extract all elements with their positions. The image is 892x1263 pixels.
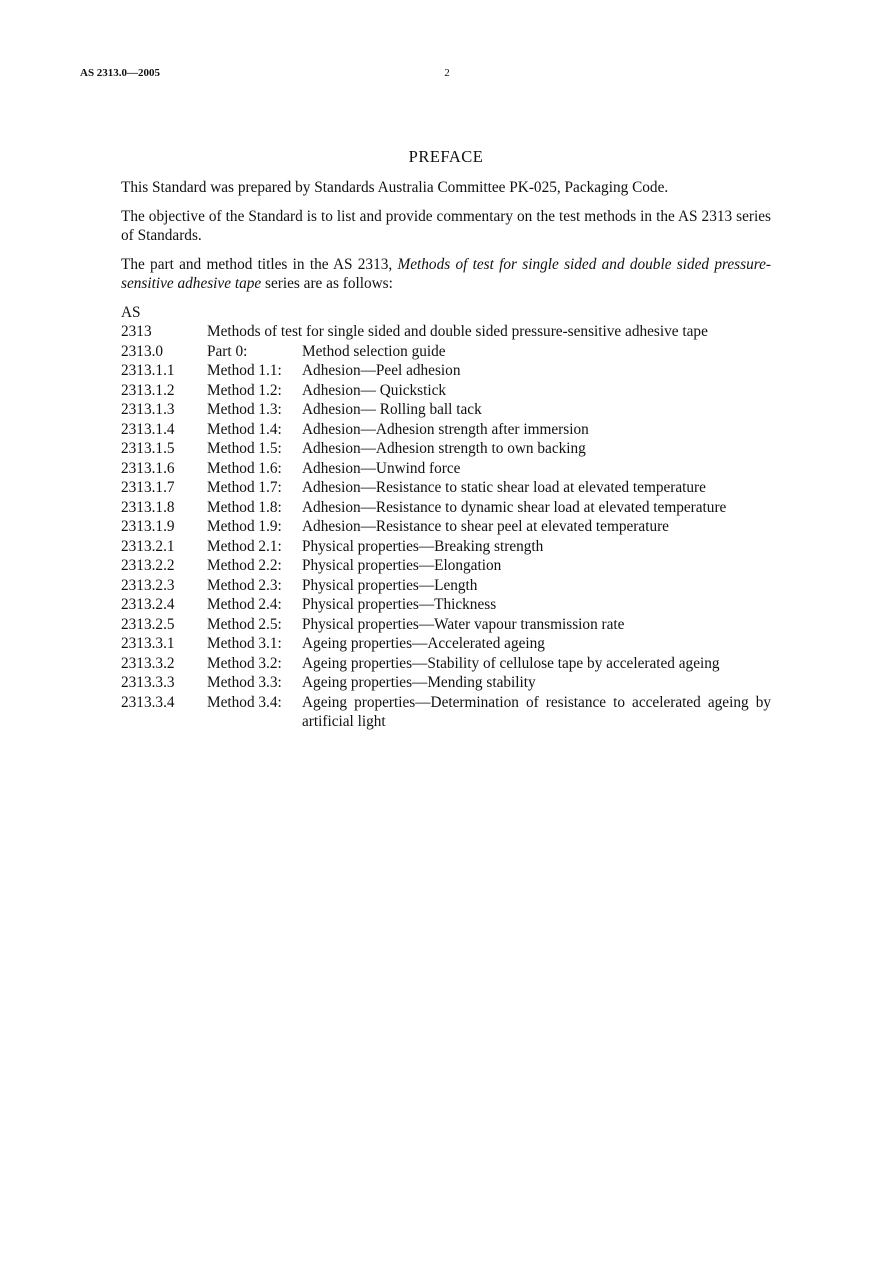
standard-number: 2313.1.3 xyxy=(121,401,175,418)
method-title: Physical properties—Length xyxy=(302,576,478,594)
method-title: Ageing properties—Determination of resistance to accelerated ageing by artificial light xyxy=(302,693,771,730)
method-title: Physical properties—Thickness xyxy=(302,596,497,613)
series-row xyxy=(121,537,771,557)
preface-section xyxy=(121,146,771,732)
series-list xyxy=(121,303,771,732)
document-identifier: AS 2313.0—2005 xyxy=(80,67,161,79)
method-label: Method 1.7: xyxy=(207,479,282,496)
method-label: Method 2.2: xyxy=(207,557,282,574)
method-label: Method 3.3: xyxy=(207,674,282,691)
method-title: Adhesion—Resistance to dynamic shear load at elevated temperature xyxy=(302,498,727,516)
method-label: Method 2.5: xyxy=(207,615,282,633)
method-title: Physical properties—Elongation xyxy=(302,557,502,574)
method-label: Part 0: xyxy=(207,342,248,360)
preface-heading: PREFACE xyxy=(408,147,484,166)
standard-number: 2313.2.5 xyxy=(121,615,175,633)
standard-number: 2313.3.3 xyxy=(121,674,175,691)
preface-paragraph-objective: The objective of the Standard is to list and provide commentary on the test methods in the AS 2313 series of Standards. xyxy=(121,207,771,244)
method-title: Ageing properties—Mending stability xyxy=(302,674,536,691)
preface-paragraph-committee: This Standard was prepared by Standards Australia Committee PK-025, Packaging Code. xyxy=(121,179,669,196)
series-root-title: Methods of test for single sided and double sided pressure-sensitive adhesive tape xyxy=(207,323,708,340)
series-intro-lead: The part and method titles in the AS 2313, xyxy=(121,255,398,273)
standard-number: 2313.1.4 xyxy=(121,420,175,438)
standard-number: 2313.1.6 xyxy=(121,459,175,477)
standard-number: 2313.1.8 xyxy=(121,498,175,516)
method-label: Method 2.3: xyxy=(207,576,282,594)
standard-number: 2313.0 xyxy=(121,342,164,360)
standard-number: 2313.1.7 xyxy=(121,479,175,496)
standard-number: 2313.1.9 xyxy=(121,518,175,535)
series-row xyxy=(121,693,771,732)
series-row xyxy=(121,420,771,440)
series-row xyxy=(121,654,771,674)
series-row xyxy=(121,576,771,596)
running-header xyxy=(80,67,815,83)
standard-number: 2313.2.4 xyxy=(121,596,175,613)
series-title-italic: Methods of test for single sided and double sided pressure-sensitive adhesive tape xyxy=(121,255,771,292)
preface-paragraph-series-intro xyxy=(121,255,771,294)
series-root-row xyxy=(121,322,771,342)
standard-number: 2313.1.2 xyxy=(121,381,175,399)
series-prefix: AS xyxy=(121,303,141,321)
series-prefix-row xyxy=(121,303,771,323)
method-title: Ageing properties—Stability of cellulose tape by accelerated ageing xyxy=(302,654,720,672)
method-label: Method 1.6: xyxy=(207,459,282,477)
series-row xyxy=(121,400,771,420)
method-title: Adhesion—Adhesion strength to own backing xyxy=(302,440,586,457)
standard-number: 2313.2.2 xyxy=(121,557,175,574)
method-label: Method 1.8: xyxy=(207,498,282,516)
method-label: Method 1.9: xyxy=(207,518,282,535)
series-row xyxy=(121,498,771,518)
method-title: Method selection guide xyxy=(302,342,446,360)
method-title: Ageing properties—Accelerated ageing xyxy=(302,635,545,652)
method-title: Adhesion—Resistance to shear peel at elevated temperature xyxy=(302,518,669,535)
method-title: Adhesion— Rolling ball tack xyxy=(302,401,482,418)
standard-number: 2313.3.1 xyxy=(121,635,175,652)
series-row xyxy=(121,673,771,693)
series-row xyxy=(121,556,771,576)
series-row xyxy=(121,595,771,615)
method-label: Method 3.2: xyxy=(207,654,282,672)
series-row xyxy=(121,478,771,498)
standard-number: 2313.3.4 xyxy=(121,693,175,711)
series-row xyxy=(121,361,771,381)
method-title: Adhesion—Unwind force xyxy=(302,459,461,477)
standard-number: 2313.2.3 xyxy=(121,576,175,594)
method-title: Physical properties—Breaking strength xyxy=(302,537,544,555)
series-intro-tail: series are as follows: xyxy=(261,275,393,292)
method-label: Method 1.1: xyxy=(207,362,282,379)
standard-number: 2313.1.1 xyxy=(121,362,175,379)
series-row xyxy=(121,439,771,459)
standard-number: 2313.3.2 xyxy=(121,654,175,672)
series-row xyxy=(121,381,771,401)
method-label: Method 1.4: xyxy=(207,420,282,438)
standard-number: 2313.1.5 xyxy=(121,440,175,457)
method-label: Method 3.1: xyxy=(207,635,282,652)
method-title: Adhesion—Peel adhesion xyxy=(302,362,461,379)
series-row xyxy=(121,517,771,537)
method-title: Adhesion—Adhesion strength after immersion xyxy=(302,420,589,438)
method-title: Physical properties—Water vapour transmission rate xyxy=(302,615,625,633)
series-method-rows xyxy=(121,342,771,732)
method-title: Adhesion— Quickstick xyxy=(302,381,447,399)
method-title: Adhesion—Resistance to static shear load at elevated temperature xyxy=(302,479,706,496)
series-row xyxy=(121,459,771,479)
standard-number: 2313.2.1 xyxy=(121,537,175,555)
method-label: Method 1.5: xyxy=(207,440,282,457)
method-label: Method 2.1: xyxy=(207,537,282,555)
method-label: Method 2.4: xyxy=(207,596,282,613)
method-label: Method 1.2: xyxy=(207,381,282,399)
series-root-number: 2313 xyxy=(121,323,152,340)
series-row xyxy=(121,342,771,362)
series-row xyxy=(121,634,771,654)
method-label: Method 3.4: xyxy=(207,693,282,711)
page-number: 2 xyxy=(444,67,450,79)
series-row xyxy=(121,615,771,635)
method-label: Method 1.3: xyxy=(207,401,282,418)
